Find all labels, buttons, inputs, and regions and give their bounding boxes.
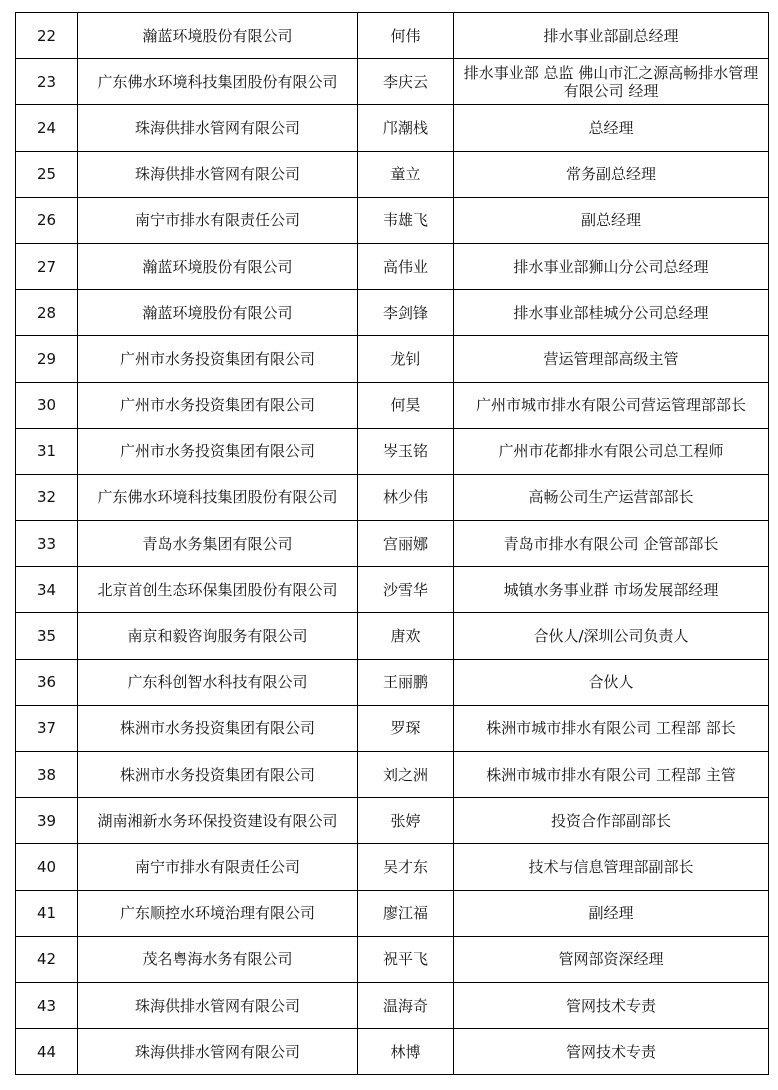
- organization-cell: 广州市水务投资集团有限公司: [78, 382, 358, 428]
- organization-cell: 瀚蓝环境股份有限公司: [78, 243, 358, 289]
- table-row: [16, 844, 769, 890]
- table-row: [16, 243, 769, 289]
- organization-cell: 茂名粤海水务有限公司: [78, 936, 358, 982]
- person-name-cell: 祝平飞: [358, 936, 454, 982]
- table-row: [16, 798, 769, 844]
- person-name-cell: 唐欢: [358, 613, 454, 659]
- job-title-cell: 株洲市城市排水有限公司 工程部 主管: [454, 752, 769, 798]
- table-row: [16, 336, 769, 382]
- job-title-cell: 合伙人: [454, 659, 769, 705]
- job-title-cell: 营运管理部高级主管: [454, 336, 769, 382]
- row-number: 36: [16, 659, 78, 705]
- organization-cell: 株洲市水务投资集团有限公司: [78, 705, 358, 751]
- organization-cell: 北京首创生态环保集团股份有限公司: [78, 567, 358, 613]
- row-number: 37: [16, 705, 78, 751]
- row-number: 32: [16, 474, 78, 520]
- organization-cell: 珠海供排水管网有限公司: [78, 105, 358, 151]
- row-number: 38: [16, 752, 78, 798]
- organization-cell: 瀚蓝环境股份有限公司: [78, 290, 358, 336]
- person-name-cell: 吴才东: [358, 844, 454, 890]
- organization-cell: 南宁市排水有限责任公司: [78, 197, 358, 243]
- organization-cell: 青岛水务集团有限公司: [78, 521, 358, 567]
- row-number: 29: [16, 336, 78, 382]
- job-title-cell: 广州市城市排水有限公司营运管理部部长: [454, 382, 769, 428]
- organization-cell: 株洲市水务投资集团有限公司: [78, 752, 358, 798]
- table-row: [16, 567, 769, 613]
- person-name-cell: 张婷: [358, 798, 454, 844]
- job-title-cell: 广州市花都排水有限公司总工程师: [454, 428, 769, 474]
- organization-cell: 瀚蓝环境股份有限公司: [78, 13, 358, 59]
- table-row: [16, 613, 769, 659]
- organization-cell: 广东顺控水环境治理有限公司: [78, 890, 358, 936]
- table-row: [16, 890, 769, 936]
- person-name-cell: 林少伟: [358, 474, 454, 520]
- row-number: 31: [16, 428, 78, 474]
- table-row: [16, 13, 769, 59]
- row-number: 44: [16, 1029, 78, 1075]
- person-name-cell: 林博: [358, 1029, 454, 1075]
- row-number: 41: [16, 890, 78, 936]
- job-title-cell: 管网部资深经理: [454, 936, 769, 982]
- person-name-cell: 沙雪华: [358, 567, 454, 613]
- job-title-cell: 常务副总经理: [454, 151, 769, 197]
- job-title-cell: 株洲市城市排水有限公司 工程部 部长: [454, 705, 769, 751]
- job-title-cell: 副总经理: [454, 197, 769, 243]
- organization-cell: 广东科创智水科技有限公司: [78, 659, 358, 705]
- table-row: [16, 59, 769, 105]
- person-name-cell: 廖江福: [358, 890, 454, 936]
- job-title-cell: 排水事业部副总经理: [454, 13, 769, 59]
- row-number: 33: [16, 521, 78, 567]
- table-row: [16, 428, 769, 474]
- table-row: [16, 752, 769, 798]
- person-name-cell: 王丽鹏: [358, 659, 454, 705]
- row-number: 22: [16, 13, 78, 59]
- table-row: [16, 659, 769, 705]
- job-title-cell: 副经理: [454, 890, 769, 936]
- job-title-cell: 技术与信息管理部副部长: [454, 844, 769, 890]
- table-row: [16, 705, 769, 751]
- table-row: [16, 382, 769, 428]
- row-number: 34: [16, 567, 78, 613]
- person-name-cell: 岑玉铭: [358, 428, 454, 474]
- organization-cell: 南宁市排水有限责任公司: [78, 844, 358, 890]
- job-title-cell: 城镇水务事业群 市场发展部经理: [454, 567, 769, 613]
- person-name-cell: 罗琛: [358, 705, 454, 751]
- job-title-cell: 总经理: [454, 105, 769, 151]
- row-number: 27: [16, 243, 78, 289]
- table-row: [16, 105, 769, 151]
- person-name-cell: 童立: [358, 151, 454, 197]
- person-name-cell: 宫丽娜: [358, 521, 454, 567]
- table-row: [16, 290, 769, 336]
- job-title-cell: 排水事业部桂城分公司总经理: [454, 290, 769, 336]
- table-row: [16, 521, 769, 567]
- organization-cell: 南京和毅咨询服务有限公司: [78, 613, 358, 659]
- job-title-cell: 合伙人/深圳公司负责人: [454, 613, 769, 659]
- row-number: 35: [16, 613, 78, 659]
- person-name-cell: 韦雄飞: [358, 197, 454, 243]
- row-number: 25: [16, 151, 78, 197]
- table-row: [16, 151, 769, 197]
- table-row: [16, 197, 769, 243]
- job-title-cell: 青岛市排水有限公司 企管部部长: [454, 521, 769, 567]
- organization-cell: 珠海供排水管网有限公司: [78, 151, 358, 197]
- organization-cell: 广州市水务投资集团有限公司: [78, 336, 358, 382]
- job-title-cell: 管网技术专责: [454, 1029, 769, 1075]
- organization-cell: 广东佛水环境科技集团股份有限公司: [78, 474, 358, 520]
- job-title-cell: 投资合作部副部长: [454, 798, 769, 844]
- person-name-cell: 何伟: [358, 13, 454, 59]
- organization-cell: 珠海供排水管网有限公司: [78, 982, 358, 1028]
- person-name-cell: 何昊: [358, 382, 454, 428]
- row-number: 23: [16, 59, 78, 105]
- row-number: 40: [16, 844, 78, 890]
- organization-cell: 广东佛水环境科技集团股份有限公司: [78, 59, 358, 105]
- job-title-cell: 排水事业部狮山分公司总经理: [454, 243, 769, 289]
- organization-cell: 珠海供排水管网有限公司: [78, 1029, 358, 1075]
- row-number: 39: [16, 798, 78, 844]
- job-title-cell: 管网技术专责: [454, 982, 769, 1028]
- table-row: [16, 474, 769, 520]
- row-number: 28: [16, 290, 78, 336]
- person-name-cell: 龙钊: [358, 336, 454, 382]
- person-name-cell: 高伟业: [358, 243, 454, 289]
- job-title-cell: 排水事业部 总监 佛山市汇之源高畅排水管理有限公司 经理: [454, 59, 769, 105]
- row-number: 26: [16, 197, 78, 243]
- person-name-cell: 刘之洲: [358, 752, 454, 798]
- person-name-cell: 李剑锋: [358, 290, 454, 336]
- person-name-cell: 李庆云: [358, 59, 454, 105]
- organization-cell: 湖南湘新水务环保投资建设有限公司: [78, 798, 358, 844]
- row-number: 42: [16, 936, 78, 982]
- job-title-cell: 高畅公司生产运营部部长: [454, 474, 769, 520]
- table-row: [16, 936, 769, 982]
- attendee-table-body: [16, 13, 769, 1075]
- organization-cell: 广州市水务投资集团有限公司: [78, 428, 358, 474]
- attendee-table: [15, 12, 769, 1075]
- person-name-cell: 邝潮栈: [358, 105, 454, 151]
- row-number: 30: [16, 382, 78, 428]
- table-row: [16, 982, 769, 1028]
- person-name-cell: 温海奇: [358, 982, 454, 1028]
- row-number: 43: [16, 982, 78, 1028]
- table-row: [16, 1029, 769, 1075]
- row-number: 24: [16, 105, 78, 151]
